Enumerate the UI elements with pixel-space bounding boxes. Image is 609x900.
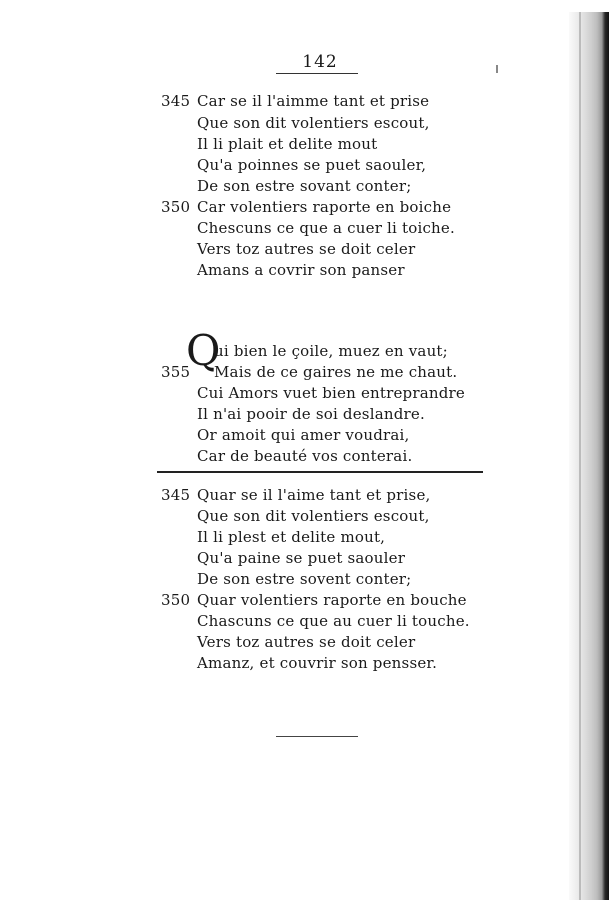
verse-text: Amanz, et couvrir son pensser. [197,654,438,672]
page-number: 142 [302,52,338,72]
verse-text: Vers toz autres se doit celer [197,633,416,651]
closing-rule [276,736,358,737]
line-number: 350 [161,198,191,216]
verse-text: Amans a covrir son panser [197,261,405,279]
verse-text: Car volentiers raporte en boiche [197,198,452,216]
verse-text: Cui Amors vuet bien entreprandre [197,384,465,402]
verse-text: Il n'ai pooir de soi deslandre. [197,405,425,423]
drop-cap: Q [186,326,221,375]
binding-edge [579,12,581,900]
verse-text: Chescuns ce que a cuer li toiche. [197,219,455,237]
line-number: 345 [161,486,191,504]
line-number: 345 [161,92,191,110]
verse-text: De son estre sovent conter; [197,570,412,588]
verse-text: ui bien le çoile, muez en vaut; [214,342,448,360]
verse-text: Mais de ce gaires ne me chaut. [214,363,458,381]
verse-text: Car de beauté vos conterai. [197,447,413,465]
verse-text: Que son dit volentiers escout, [197,507,430,525]
verse-text: Quar volentiers raporte en bouche [197,591,467,609]
line-number: 350 [161,591,191,609]
verse-text: Qu'a poinnes se puet saouler, [197,156,427,174]
verse-text: Or amoit qui amer voudrai, [197,426,410,444]
variant-separator-rule [157,471,483,473]
page-number-rule [276,73,358,74]
verse-text: Chascuns ce que au cuer li touche. [197,612,470,630]
verse-text: Car se il l'aimme tant et prise [197,92,430,110]
verse-text: Qu'a paine se puet saouler [197,549,406,567]
verse-text: Il li plest et delite mout, [197,528,386,546]
binding-shadow [569,12,609,900]
verse-text: Vers toz autres se doit celer [197,240,416,258]
verse-text: Que son dit volentiers escout, [197,114,430,132]
verse-text: De son estre sovant conter; [197,177,412,195]
verse-text: Quar se il l'aime tant et prise, [197,486,431,504]
line-number: 355 [161,363,191,381]
verse-text: Il li plait et delite mout [197,135,378,153]
